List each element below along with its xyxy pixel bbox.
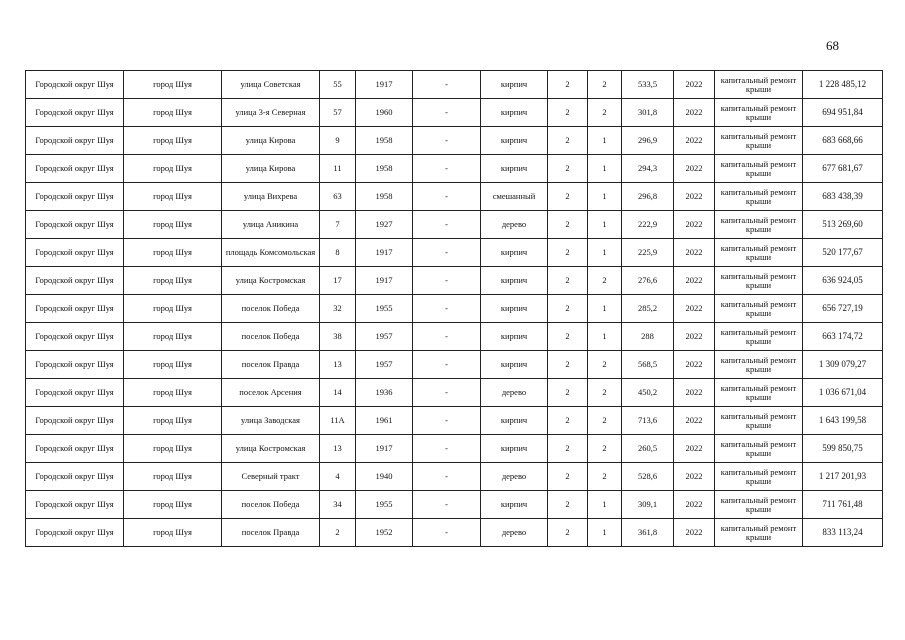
house-number-cell: 7 bbox=[320, 211, 356, 239]
house-number-cell: 9 bbox=[320, 127, 356, 155]
street-cell: поселок Победа bbox=[222, 295, 320, 323]
wall-material-cell: кирпич bbox=[481, 267, 548, 295]
reconstruction-year-cell: - bbox=[413, 407, 481, 435]
settlement-cell: город Шуя bbox=[124, 99, 222, 127]
plan-year-cell: 2022 bbox=[674, 435, 715, 463]
plan-year-cell: 2022 bbox=[674, 267, 715, 295]
entrances-cell: 2 bbox=[588, 435, 622, 463]
entrances-cell: 1 bbox=[588, 323, 622, 351]
house-number-cell: 2 bbox=[320, 519, 356, 547]
year-built-cell: 1958 bbox=[356, 183, 413, 211]
cost-cell: 656 727,19 bbox=[803, 295, 883, 323]
plan-year-cell: 2022 bbox=[674, 155, 715, 183]
entrances-cell: 2 bbox=[588, 379, 622, 407]
floors-cell: 2 bbox=[548, 351, 588, 379]
municipality-cell: Городской округ Шуя bbox=[26, 239, 124, 267]
reconstruction-year-cell: - bbox=[413, 183, 481, 211]
settlement-cell: город Шуя bbox=[124, 351, 222, 379]
table-row bbox=[26, 491, 883, 519]
area-cell: 276,6 bbox=[622, 267, 674, 295]
house-number-cell: 13 bbox=[320, 435, 356, 463]
wall-material-cell: смешанный bbox=[481, 183, 548, 211]
work-type-cell: капитальный ремонт крыши bbox=[715, 323, 803, 351]
reconstruction-year-cell: - bbox=[413, 379, 481, 407]
floors-cell: 2 bbox=[548, 71, 588, 99]
table-row bbox=[26, 239, 883, 267]
reconstruction-year-cell: - bbox=[413, 435, 481, 463]
table-row bbox=[26, 435, 883, 463]
settlement-cell: город Шуя bbox=[124, 295, 222, 323]
year-built-cell: 1960 bbox=[356, 99, 413, 127]
house-number-cell: 8 bbox=[320, 239, 356, 267]
year-built-cell: 1917 bbox=[356, 71, 413, 99]
reconstruction-year-cell: - bbox=[413, 211, 481, 239]
year-built-cell: 1955 bbox=[356, 295, 413, 323]
work-type-cell: капитальный ремонт крыши bbox=[715, 127, 803, 155]
street-cell: улица Кирова bbox=[222, 155, 320, 183]
municipality-cell: Городской округ Шуя bbox=[26, 491, 124, 519]
cost-cell: 513 269,60 bbox=[803, 211, 883, 239]
municipality-cell: Городской округ Шуя bbox=[26, 211, 124, 239]
plan-year-cell: 2022 bbox=[674, 323, 715, 351]
work-type-cell: капитальный ремонт крыши bbox=[715, 71, 803, 99]
municipality-cell: Городской округ Шуя bbox=[26, 127, 124, 155]
entrances-cell: 2 bbox=[588, 463, 622, 491]
work-type-cell: капитальный ремонт крыши bbox=[715, 435, 803, 463]
entrances-cell: 2 bbox=[588, 71, 622, 99]
reconstruction-year-cell: - bbox=[413, 71, 481, 99]
floors-cell: 2 bbox=[548, 155, 588, 183]
street-cell: улица Вихрева bbox=[222, 183, 320, 211]
table-row bbox=[26, 407, 883, 435]
plan-year-cell: 2022 bbox=[674, 183, 715, 211]
year-built-cell: 1917 bbox=[356, 435, 413, 463]
street-cell: поселок Правда bbox=[222, 519, 320, 547]
cost-cell: 520 177,67 bbox=[803, 239, 883, 267]
wall-material-cell: дерево bbox=[481, 463, 548, 491]
settlement-cell: город Шуя bbox=[124, 267, 222, 295]
work-type-cell: капитальный ремонт крыши bbox=[715, 183, 803, 211]
house-number-cell: 34 bbox=[320, 491, 356, 519]
year-built-cell: 1961 bbox=[356, 407, 413, 435]
floors-cell: 2 bbox=[548, 491, 588, 519]
entrances-cell: 1 bbox=[588, 519, 622, 547]
table-row bbox=[26, 127, 883, 155]
wall-material-cell: кирпич bbox=[481, 491, 548, 519]
year-built-cell: 1952 bbox=[356, 519, 413, 547]
floors-cell: 2 bbox=[548, 239, 588, 267]
table-row bbox=[26, 155, 883, 183]
entrances-cell: 1 bbox=[588, 127, 622, 155]
street-cell: поселок Арсения bbox=[222, 379, 320, 407]
settlement-cell: город Шуя bbox=[124, 211, 222, 239]
year-built-cell: 1936 bbox=[356, 379, 413, 407]
plan-year-cell: 2022 bbox=[674, 295, 715, 323]
house-number-cell: 38 bbox=[320, 323, 356, 351]
area-cell: 296,9 bbox=[622, 127, 674, 155]
year-built-cell: 1917 bbox=[356, 239, 413, 267]
area-cell: 713,6 bbox=[622, 407, 674, 435]
table-row bbox=[26, 99, 883, 127]
floors-cell: 2 bbox=[548, 463, 588, 491]
street-cell: Северный тракт bbox=[222, 463, 320, 491]
settlement-cell: город Шуя bbox=[124, 463, 222, 491]
reconstruction-year-cell: - bbox=[413, 99, 481, 127]
house-number-cell: 57 bbox=[320, 99, 356, 127]
wall-material-cell: кирпич bbox=[481, 351, 548, 379]
year-built-cell: 1958 bbox=[356, 155, 413, 183]
street-cell: улица Советская bbox=[222, 71, 320, 99]
settlement-cell: город Шуя bbox=[124, 519, 222, 547]
wall-material-cell: кирпич bbox=[481, 155, 548, 183]
entrances-cell: 1 bbox=[588, 491, 622, 519]
wall-material-cell: кирпич bbox=[481, 71, 548, 99]
plan-year-cell: 2022 bbox=[674, 519, 715, 547]
cost-cell: 694 951,84 bbox=[803, 99, 883, 127]
street-cell: улица Аникина bbox=[222, 211, 320, 239]
floors-cell: 2 bbox=[548, 323, 588, 351]
table-row bbox=[26, 267, 883, 295]
wall-material-cell: кирпич bbox=[481, 239, 548, 267]
municipality-cell: Городской округ Шуя bbox=[26, 407, 124, 435]
work-type-cell: капитальный ремонт крыши bbox=[715, 295, 803, 323]
cost-cell: 599 850,75 bbox=[803, 435, 883, 463]
area-cell: 568,5 bbox=[622, 351, 674, 379]
table-row bbox=[26, 183, 883, 211]
reconstruction-year-cell: - bbox=[413, 491, 481, 519]
street-cell: поселок Правда bbox=[222, 351, 320, 379]
entrances-cell: 2 bbox=[588, 267, 622, 295]
entrances-cell: 1 bbox=[588, 239, 622, 267]
year-built-cell: 1917 bbox=[356, 267, 413, 295]
settlement-cell: город Шуя bbox=[124, 71, 222, 99]
work-type-cell: капитальный ремонт крыши bbox=[715, 519, 803, 547]
municipality-cell: Городской округ Шуя bbox=[26, 155, 124, 183]
entrances-cell: 1 bbox=[588, 155, 622, 183]
area-cell: 294,3 bbox=[622, 155, 674, 183]
reconstruction-year-cell: - bbox=[413, 463, 481, 491]
cost-cell: 636 924,05 bbox=[803, 267, 883, 295]
wall-material-cell: дерево bbox=[481, 379, 548, 407]
area-cell: 225,9 bbox=[622, 239, 674, 267]
street-cell: улица Костромская bbox=[222, 267, 320, 295]
street-cell: улица 3-я Северная bbox=[222, 99, 320, 127]
area-cell: 361,8 bbox=[622, 519, 674, 547]
housing-repair-table bbox=[25, 70, 883, 547]
house-number-cell: 17 bbox=[320, 267, 356, 295]
reconstruction-year-cell: - bbox=[413, 351, 481, 379]
work-type-cell: капитальный ремонт крыши bbox=[715, 491, 803, 519]
settlement-cell: город Шуя bbox=[124, 127, 222, 155]
cost-cell: 683 438,39 bbox=[803, 183, 883, 211]
municipality-cell: Городской округ Шуя bbox=[26, 295, 124, 323]
wall-material-cell: кирпич bbox=[481, 407, 548, 435]
work-type-cell: капитальный ремонт крыши bbox=[715, 155, 803, 183]
cost-cell: 711 761,48 bbox=[803, 491, 883, 519]
cost-cell: 677 681,67 bbox=[803, 155, 883, 183]
table-row bbox=[26, 519, 883, 547]
work-type-cell: капитальный ремонт крыши bbox=[715, 379, 803, 407]
cost-cell: 1 309 079,27 bbox=[803, 351, 883, 379]
wall-material-cell: дерево bbox=[481, 519, 548, 547]
wall-material-cell: кирпич bbox=[481, 435, 548, 463]
year-built-cell: 1940 bbox=[356, 463, 413, 491]
street-cell: улица Костромская bbox=[222, 435, 320, 463]
area-cell: 528,6 bbox=[622, 463, 674, 491]
work-type-cell: капитальный ремонт крыши bbox=[715, 351, 803, 379]
floors-cell: 2 bbox=[548, 99, 588, 127]
year-built-cell: 1957 bbox=[356, 351, 413, 379]
reconstruction-year-cell: - bbox=[413, 295, 481, 323]
street-cell: улица Кирова bbox=[222, 127, 320, 155]
floors-cell: 2 bbox=[548, 267, 588, 295]
plan-year-cell: 2022 bbox=[674, 127, 715, 155]
entrances-cell: 2 bbox=[588, 407, 622, 435]
house-number-cell: 63 bbox=[320, 183, 356, 211]
work-type-cell: капитальный ремонт крыши bbox=[715, 211, 803, 239]
area-cell: 450,2 bbox=[622, 379, 674, 407]
plan-year-cell: 2022 bbox=[674, 491, 715, 519]
municipality-cell: Городской округ Шуя bbox=[26, 351, 124, 379]
cost-cell: 1 643 199,58 bbox=[803, 407, 883, 435]
plan-year-cell: 2022 bbox=[674, 351, 715, 379]
plan-year-cell: 2022 bbox=[674, 379, 715, 407]
table-row bbox=[26, 351, 883, 379]
municipality-cell: Городской округ Шуя bbox=[26, 463, 124, 491]
year-built-cell: 1958 bbox=[356, 127, 413, 155]
settlement-cell: город Шуя bbox=[124, 323, 222, 351]
street-cell: улица Заводская bbox=[222, 407, 320, 435]
cost-cell: 833 113,24 bbox=[803, 519, 883, 547]
cost-cell: 1 217 201,93 bbox=[803, 463, 883, 491]
area-cell: 533,5 bbox=[622, 71, 674, 99]
reconstruction-year-cell: - bbox=[413, 239, 481, 267]
area-cell: 285,2 bbox=[622, 295, 674, 323]
cost-cell: 663 174,72 bbox=[803, 323, 883, 351]
year-built-cell: 1927 bbox=[356, 211, 413, 239]
work-type-cell: капитальный ремонт крыши bbox=[715, 463, 803, 491]
house-number-cell: 14 bbox=[320, 379, 356, 407]
house-number-cell: 11 bbox=[320, 155, 356, 183]
area-cell: 288 bbox=[622, 323, 674, 351]
reconstruction-year-cell: - bbox=[413, 155, 481, 183]
area-cell: 301,8 bbox=[622, 99, 674, 127]
floors-cell: 2 bbox=[548, 519, 588, 547]
plan-year-cell: 2022 bbox=[674, 211, 715, 239]
entrances-cell: 2 bbox=[588, 351, 622, 379]
table-row bbox=[26, 211, 883, 239]
floors-cell: 2 bbox=[548, 183, 588, 211]
floors-cell: 2 bbox=[548, 407, 588, 435]
floors-cell: 2 bbox=[548, 435, 588, 463]
house-number-cell: 55 bbox=[320, 71, 356, 99]
street-cell: поселок Победа bbox=[222, 491, 320, 519]
reconstruction-year-cell: - bbox=[413, 267, 481, 295]
work-type-cell: капитальный ремонт крыши bbox=[715, 267, 803, 295]
wall-material-cell: дерево bbox=[481, 211, 548, 239]
area-cell: 309,1 bbox=[622, 491, 674, 519]
plan-year-cell: 2022 bbox=[674, 239, 715, 267]
entrances-cell: 2 bbox=[588, 99, 622, 127]
house-number-cell: 13 bbox=[320, 351, 356, 379]
work-type-cell: капитальный ремонт крыши bbox=[715, 239, 803, 267]
cost-cell: 1 228 485,12 bbox=[803, 71, 883, 99]
area-cell: 260,5 bbox=[622, 435, 674, 463]
year-built-cell: 1957 bbox=[356, 323, 413, 351]
settlement-cell: город Шуя bbox=[124, 379, 222, 407]
municipality-cell: Городской округ Шуя bbox=[26, 267, 124, 295]
house-number-cell: 11А bbox=[320, 407, 356, 435]
municipality-cell: Городской округ Шуя bbox=[26, 519, 124, 547]
table-row bbox=[26, 379, 883, 407]
wall-material-cell: кирпич bbox=[481, 295, 548, 323]
wall-material-cell: кирпич bbox=[481, 127, 548, 155]
area-cell: 296,8 bbox=[622, 183, 674, 211]
reconstruction-year-cell: - bbox=[413, 127, 481, 155]
table-row bbox=[26, 323, 883, 351]
municipality-cell: Городской округ Шуя bbox=[26, 71, 124, 99]
wall-material-cell: кирпич bbox=[481, 323, 548, 351]
floors-cell: 2 bbox=[548, 127, 588, 155]
reconstruction-year-cell: - bbox=[413, 519, 481, 547]
house-number-cell: 4 bbox=[320, 463, 356, 491]
settlement-cell: город Шуя bbox=[124, 239, 222, 267]
house-number-cell: 32 bbox=[320, 295, 356, 323]
year-built-cell: 1955 bbox=[356, 491, 413, 519]
wall-material-cell: кирпич bbox=[481, 99, 548, 127]
work-type-cell: капитальный ремонт крыши bbox=[715, 99, 803, 127]
floors-cell: 2 bbox=[548, 295, 588, 323]
street-cell: площадь Комсомольская bbox=[222, 239, 320, 267]
municipality-cell: Городской округ Шуя bbox=[26, 323, 124, 351]
municipality-cell: Городской округ Шуя bbox=[26, 379, 124, 407]
entrances-cell: 1 bbox=[588, 211, 622, 239]
street-cell: поселок Победа bbox=[222, 323, 320, 351]
settlement-cell: город Шуя bbox=[124, 435, 222, 463]
floors-cell: 2 bbox=[548, 379, 588, 407]
settlement-cell: город Шуя bbox=[124, 183, 222, 211]
entrances-cell: 1 bbox=[588, 183, 622, 211]
municipality-cell: Городской округ Шуя bbox=[26, 435, 124, 463]
municipality-cell: Городской округ Шуя bbox=[26, 99, 124, 127]
entrances-cell: 1 bbox=[588, 295, 622, 323]
reconstruction-year-cell: - bbox=[413, 323, 481, 351]
plan-year-cell: 2022 bbox=[674, 463, 715, 491]
floors-cell: 2 bbox=[548, 211, 588, 239]
settlement-cell: город Шуя bbox=[124, 155, 222, 183]
page-number: 68 bbox=[826, 38, 839, 53]
settlement-cell: город Шуя bbox=[124, 407, 222, 435]
plan-year-cell: 2022 bbox=[674, 71, 715, 99]
table-row bbox=[26, 463, 883, 491]
settlement-cell: город Шуя bbox=[124, 491, 222, 519]
table-row bbox=[26, 71, 883, 99]
municipality-cell: Городской округ Шуя bbox=[26, 183, 124, 211]
cost-cell: 1 036 671,04 bbox=[803, 379, 883, 407]
work-type-cell: капитальный ремонт крыши bbox=[715, 407, 803, 435]
cost-cell: 683 668,66 bbox=[803, 127, 883, 155]
plan-year-cell: 2022 bbox=[674, 99, 715, 127]
area-cell: 222,9 bbox=[622, 211, 674, 239]
plan-year-cell: 2022 bbox=[674, 407, 715, 435]
table-row bbox=[26, 295, 883, 323]
